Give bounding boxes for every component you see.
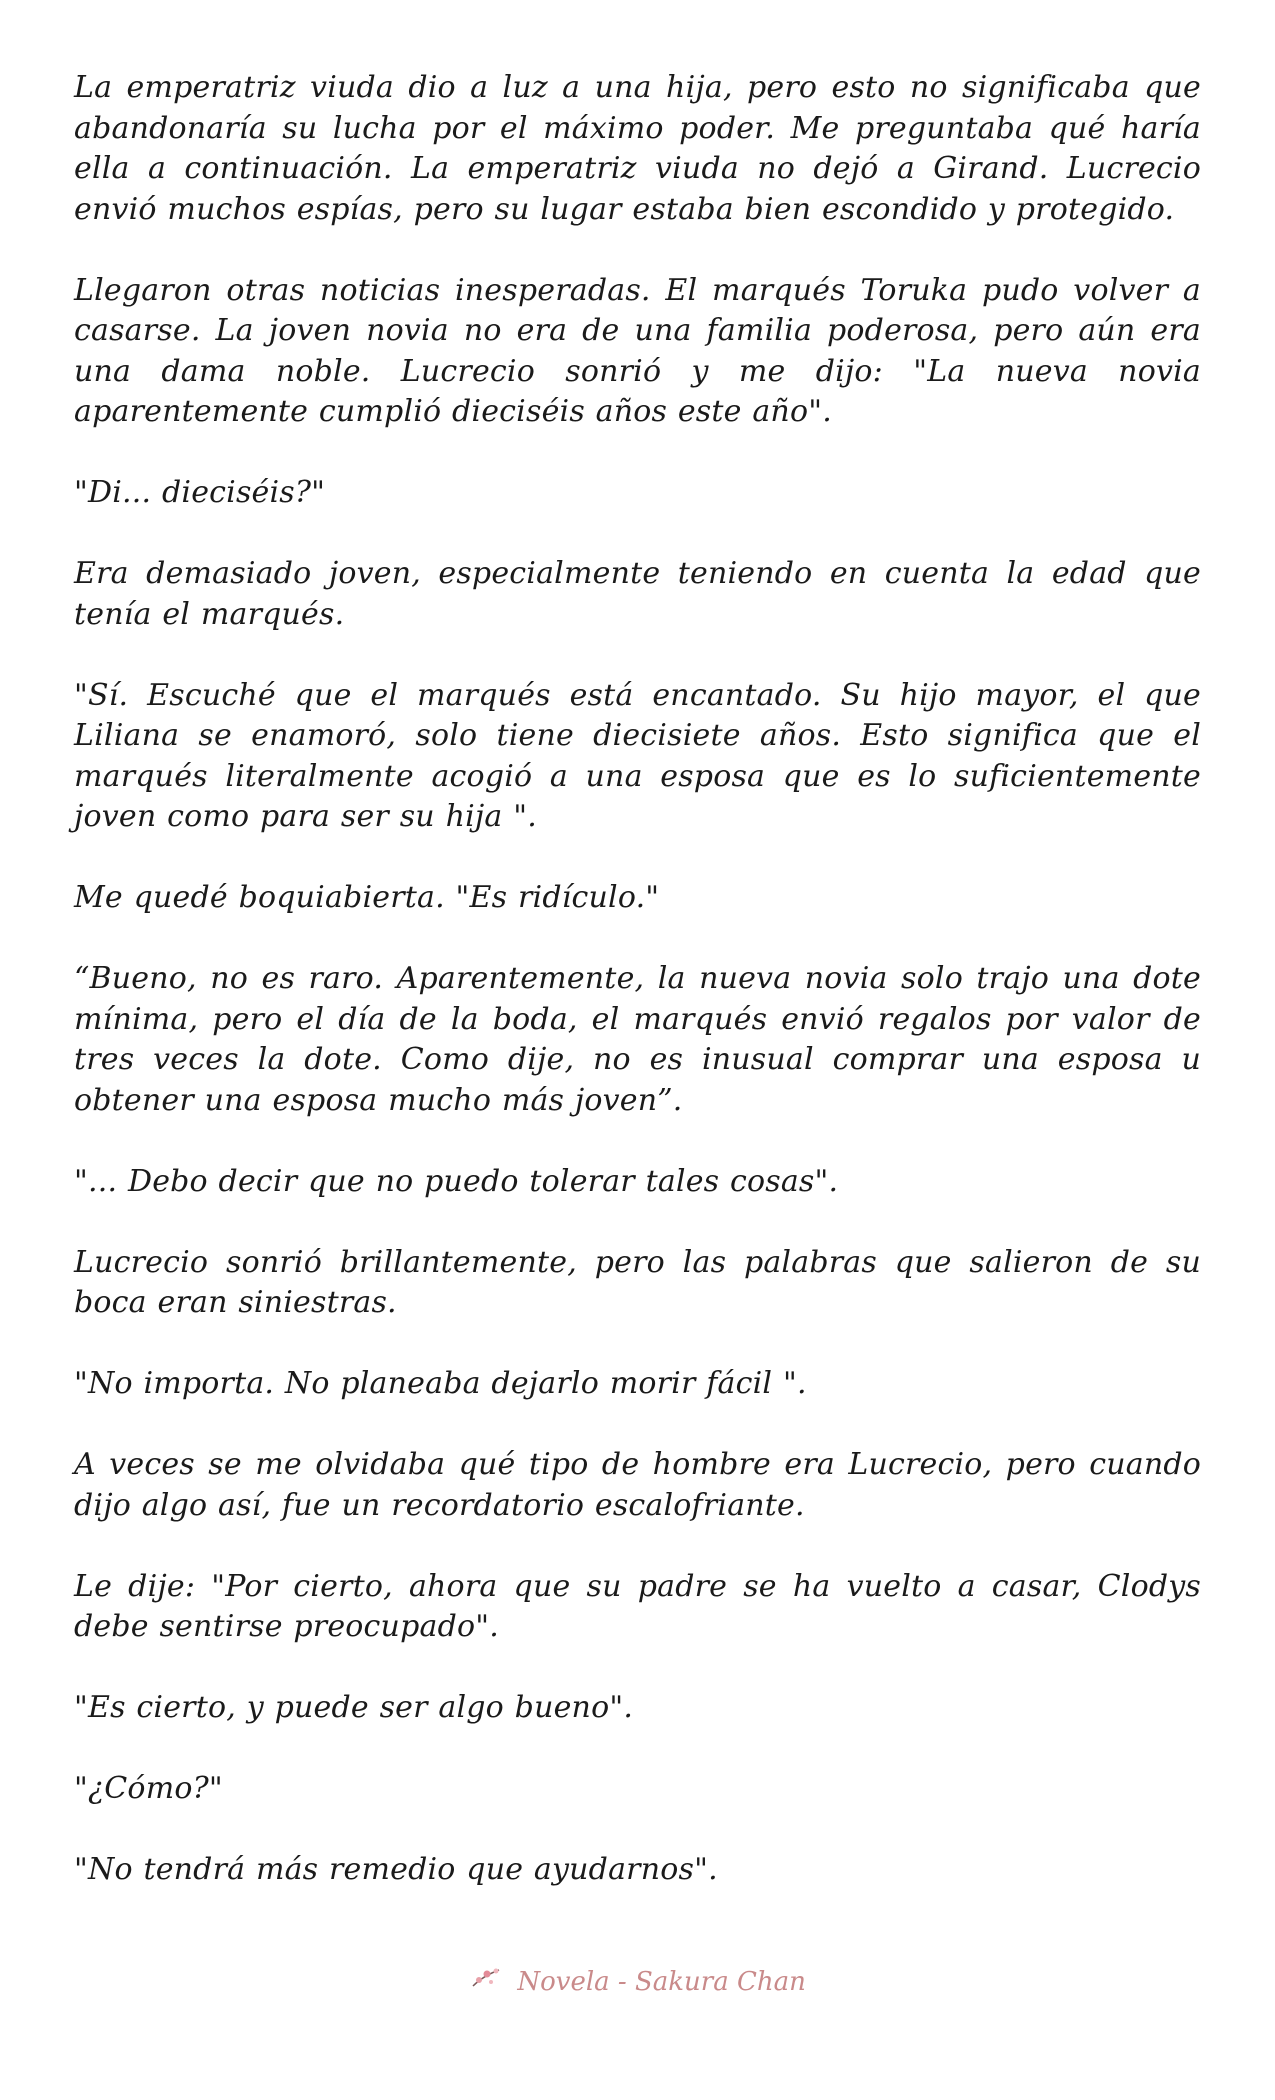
paragraph: Lucrecio sonrió brillantemente, pero las palabras que salieron de su boca eran siniestras.: [74, 1244, 1201, 1320]
cherry-blossom-icon: [469, 1967, 517, 1997]
paragraph: "Di... dieciséis?": [74, 475, 326, 510]
paragraph: "No importa. No planeaba dejarlo morir fácil ".: [74, 1366, 807, 1401]
paragraph: La emperatriz viuda dio a luz a una hija, pero esto no significaba que abandonaría su lucha por el máximo poder. Me preguntaba qué haría ella a continuación. La emperatriz viuda no dejó a Girand. Lucrecio envió muchos espías, pero su lugar estaba bien escondido y protegido.: [74, 70, 1201, 227]
paragraph: "Es cierto, y puede ser algo bueno".: [74, 1690, 634, 1725]
watermark-text: Novela - Sakura Chan: [517, 1967, 806, 1997]
paragraph: "Sí. Escuché que el marqués está encantado. Su hijo mayor, el que Liliana se enamoró, solo tiene diecisiete años. Esto significa que el marqués literalmente acogió a una esposa que es lo suficientemente joven como para ser su hija ".: [74, 677, 1201, 834]
paragraph: “Bueno, no es raro. Aparentemente, la nueva novia solo trajo una dote mínima, pero el día de la boda, el marqués envió regalos por valor de tres veces la dote. Como dije, no es inusual comprar una esposa u obtener una esposa mucho más joven”.: [74, 961, 1201, 1118]
paragraph: Era demasiado joven, especialmente teniendo en cuenta la edad que tenía el marqués.: [74, 556, 1201, 632]
paragraph: "No tendrá más remedio que ayudarnos".: [74, 1852, 718, 1887]
paragraph: A veces se me olvidaba qué tipo de hombre era Lucrecio, pero cuando dijo algo así, fue un recordatorio escalofriante.: [74, 1447, 1201, 1523]
paragraph: "... Debo decir que no puedo tolerar tales cosas".: [74, 1163, 839, 1199]
document-body: [74, 68, 1201, 1931]
paragraph: Me quedé boquiabierta. "Es ridículo.": [74, 880, 660, 915]
paragraph: Llegaron otras noticias inesperadas. El marqués Toruka pudo volver a casarse. La joven novia no era de una familia poderosa, pero aún era una dama noble. Lucrecio sonrió y me dijo: "La nueva novia aparentemente cumplió dieciséis años este año".: [74, 272, 1201, 429]
paragraph: Le dije: "Por cierto, ahora que su padre se ha vuelto a casar, Clodys debe sentirse preocupado".: [74, 1568, 1201, 1644]
watermark: [0, 1962, 1275, 1997]
paragraph: "¿Cómo?": [74, 1771, 223, 1806]
